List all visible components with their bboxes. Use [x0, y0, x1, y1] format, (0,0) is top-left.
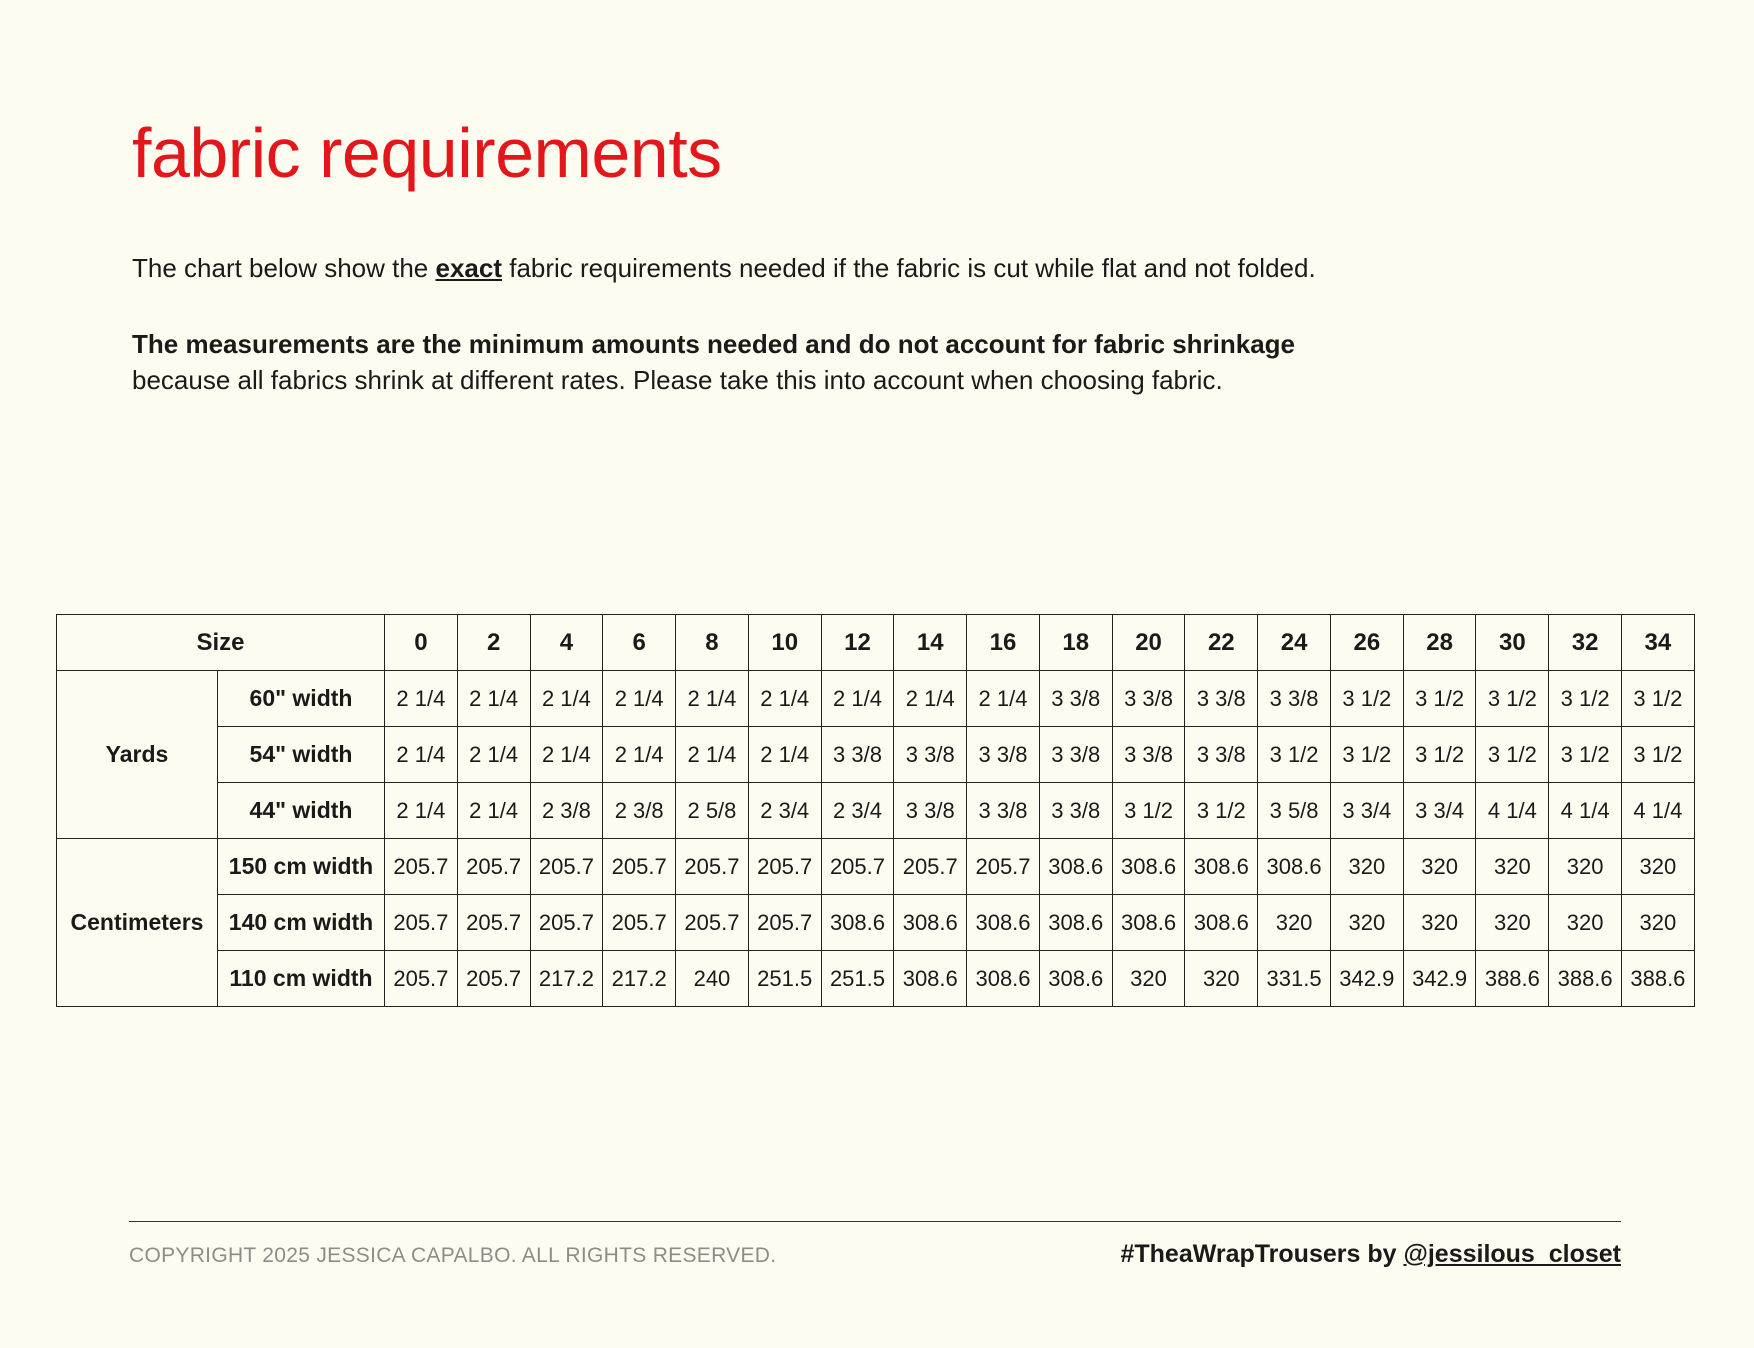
requirement-value-cell: 205.7: [385, 895, 458, 951]
requirement-value-cell: 320: [1403, 895, 1476, 951]
requirement-value-cell: 3 1/2: [1112, 783, 1185, 839]
footer-divider: [129, 1221, 1621, 1222]
size-header-cell: 8: [676, 615, 749, 671]
size-header-cell: 16: [967, 615, 1040, 671]
requirement-value-cell: 3 1/2: [1622, 727, 1695, 783]
requirement-value-cell: 320: [1622, 895, 1695, 951]
size-header-cell: 32: [1549, 615, 1622, 671]
size-header-cell: 24: [1258, 615, 1331, 671]
requirement-value-cell: 2 1/4: [603, 671, 676, 727]
requirement-value-cell: 240: [676, 951, 749, 1007]
requirement-value-cell: 3 3/4: [1330, 783, 1403, 839]
requirement-value-cell: 3 1/2: [1258, 727, 1331, 783]
intro-paragraph: [132, 252, 1316, 284]
requirement-value-cell: 3 3/8: [1039, 783, 1112, 839]
intro-text-before: The chart below show the: [132, 253, 436, 283]
requirement-value-cell: 205.7: [385, 951, 458, 1007]
table-row: [57, 727, 1695, 783]
size-header-cell: 4: [530, 615, 603, 671]
requirement-value-cell: 2 3/4: [821, 783, 894, 839]
requirement-value-cell: 2 1/4: [676, 671, 749, 727]
requirement-value-cell: 320: [1330, 895, 1403, 951]
requirement-value-cell: 2 1/4: [748, 727, 821, 783]
requirement-value-cell: 205.7: [676, 839, 749, 895]
requirement-value-cell: 308.6: [1258, 839, 1331, 895]
requirement-value-cell: 3 1/2: [1403, 727, 1476, 783]
requirement-value-cell: 3 3/8: [1039, 671, 1112, 727]
requirement-value-cell: 3 1/2: [1549, 671, 1622, 727]
requirement-value-cell: 205.7: [748, 839, 821, 895]
fabric-width-label: 140 cm width: [218, 895, 385, 951]
size-header-cell: 2: [457, 615, 530, 671]
fabric-requirements-table: [56, 614, 1695, 1007]
requirement-value-cell: 4 1/4: [1549, 783, 1622, 839]
page-title: fabric requirements: [132, 114, 722, 192]
requirement-value-cell: 205.7: [603, 895, 676, 951]
requirement-value-cell: 320: [1403, 839, 1476, 895]
requirement-value-cell: 3 3/8: [1039, 727, 1112, 783]
requirement-value-cell: 2 1/4: [967, 671, 1040, 727]
size-header-cell: 14: [894, 615, 967, 671]
requirement-value-cell: 205.7: [894, 839, 967, 895]
requirement-value-cell: 3 1/2: [1330, 671, 1403, 727]
table-row: [57, 839, 1695, 895]
instagram-handle-link[interactable]: @jessilous_closet: [1403, 1240, 1621, 1268]
requirement-value-cell: 3 3/8: [821, 727, 894, 783]
size-header-cell: 6: [603, 615, 676, 671]
requirement-value-cell: 308.6: [1112, 839, 1185, 895]
requirement-value-cell: 3 3/4: [1403, 783, 1476, 839]
requirement-value-cell: 205.7: [457, 951, 530, 1007]
requirement-value-cell: 205.7: [967, 839, 1040, 895]
requirement-value-cell: 308.6: [1039, 895, 1112, 951]
size-header-cell: 20: [1112, 615, 1185, 671]
requirement-value-cell: 2 1/4: [530, 671, 603, 727]
size-header-cell: 18: [1039, 615, 1112, 671]
intro-emphasis: exact: [435, 253, 502, 283]
fabric-width-label: 110 cm width: [218, 951, 385, 1007]
requirement-value-cell: 3 1/2: [1185, 783, 1258, 839]
fabric-width-label: 54" width: [218, 727, 385, 783]
requirement-value-cell: 331.5: [1258, 951, 1331, 1007]
size-header-cell: 26: [1330, 615, 1403, 671]
requirement-value-cell: 308.6: [894, 951, 967, 1007]
requirement-value-cell: 2 1/4: [676, 727, 749, 783]
shrinkage-note-regular: because all fabrics shrink at different rates. Please take this into account when choosing fabric.: [132, 365, 1223, 395]
requirement-value-cell: 2 1/4: [385, 783, 458, 839]
requirement-value-cell: 2 1/4: [530, 727, 603, 783]
table-row: [57, 951, 1695, 1007]
requirement-value-cell: 3 1/2: [1476, 727, 1549, 783]
size-header-cell: 12: [821, 615, 894, 671]
requirement-value-cell: 217.2: [530, 951, 603, 1007]
requirement-value-cell: 320: [1185, 951, 1258, 1007]
requirement-value-cell: 320: [1476, 839, 1549, 895]
requirement-value-cell: 320: [1258, 895, 1331, 951]
intro-text-after: fabric requirements needed if the fabric is cut while flat and not folded.: [502, 253, 1316, 283]
requirement-value-cell: 2 1/4: [821, 671, 894, 727]
unit-group-label: Centimeters: [57, 839, 218, 1007]
copyright-notice: COPYRIGHT 2025 JESSICA CAPALBO. ALL RIGHTS RESERVED.: [129, 1244, 777, 1267]
requirement-value-cell: 2 1/4: [457, 727, 530, 783]
requirement-value-cell: 2 3/8: [530, 783, 603, 839]
requirement-value-cell: 3 5/8: [1258, 783, 1331, 839]
table-row: [57, 783, 1695, 839]
size-header-cell: 34: [1622, 615, 1695, 671]
requirement-value-cell: 2 3/4: [748, 783, 821, 839]
requirement-value-cell: 3 3/8: [967, 783, 1040, 839]
requirement-value-cell: 308.6: [1039, 951, 1112, 1007]
size-header-row: [57, 615, 1695, 671]
requirement-value-cell: 217.2: [603, 951, 676, 1007]
requirement-value-cell: 3 3/8: [967, 727, 1040, 783]
table-row: [57, 671, 1695, 727]
requirement-value-cell: 320: [1112, 951, 1185, 1007]
requirement-value-cell: 2 1/4: [385, 671, 458, 727]
fabric-width-label: 60" width: [218, 671, 385, 727]
requirement-value-cell: 2 1/4: [603, 727, 676, 783]
requirement-value-cell: 320: [1476, 895, 1549, 951]
requirement-value-cell: 3 3/8: [1112, 727, 1185, 783]
requirement-value-cell: 308.6: [1112, 895, 1185, 951]
requirement-value-cell: 308.6: [1185, 895, 1258, 951]
requirement-value-cell: 2 1/4: [894, 671, 967, 727]
requirement-value-cell: 2 1/4: [457, 671, 530, 727]
requirement-value-cell: 3 3/8: [1185, 671, 1258, 727]
size-header-cell: 28: [1403, 615, 1476, 671]
requirement-value-cell: 2 1/4: [748, 671, 821, 727]
requirement-value-cell: 320: [1549, 839, 1622, 895]
shrinkage-note: [132, 326, 1295, 398]
requirement-value-cell: 205.7: [457, 839, 530, 895]
requirement-value-cell: 205.7: [748, 895, 821, 951]
requirement-value-cell: 342.9: [1330, 951, 1403, 1007]
requirement-value-cell: 205.7: [457, 895, 530, 951]
requirement-value-cell: 2 1/4: [457, 783, 530, 839]
size-header-cell: 22: [1185, 615, 1258, 671]
size-header-label: Size: [57, 615, 385, 671]
requirement-value-cell: 308.6: [967, 951, 1040, 1007]
requirement-value-cell: 205.7: [603, 839, 676, 895]
requirement-value-cell: 308.6: [821, 895, 894, 951]
requirement-value-cell: 388.6: [1549, 951, 1622, 1007]
size-header-cell: 0: [385, 615, 458, 671]
requirement-value-cell: 3 1/2: [1403, 671, 1476, 727]
size-header-cell: 30: [1476, 615, 1549, 671]
requirement-value-cell: 3 3/8: [894, 783, 967, 839]
requirement-value-cell: 2 5/8: [676, 783, 749, 839]
requirement-value-cell: 205.7: [530, 839, 603, 895]
requirement-value-cell: 320: [1330, 839, 1403, 895]
footer-hashtag: #TheaWrapTrousers by: [1120, 1240, 1404, 1268]
requirement-value-cell: 205.7: [676, 895, 749, 951]
size-header-cell: 10: [748, 615, 821, 671]
requirement-value-cell: 308.6: [1039, 839, 1112, 895]
footer-credit: [1120, 1240, 1621, 1269]
requirement-value-cell: 3 3/8: [1258, 671, 1331, 727]
requirement-value-cell: 3 1/2: [1330, 727, 1403, 783]
requirement-value-cell: 3 1/2: [1549, 727, 1622, 783]
requirement-value-cell: 3 3/8: [1112, 671, 1185, 727]
requirement-value-cell: 388.6: [1476, 951, 1549, 1007]
requirement-value-cell: 308.6: [1185, 839, 1258, 895]
requirement-value-cell: 205.7: [530, 895, 603, 951]
requirement-value-cell: 308.6: [894, 895, 967, 951]
requirement-value-cell: 4 1/4: [1622, 783, 1695, 839]
unit-group-label: Yards: [57, 671, 218, 839]
requirement-value-cell: 3 3/8: [894, 727, 967, 783]
requirement-value-cell: 205.7: [821, 839, 894, 895]
requirement-value-cell: 320: [1622, 839, 1695, 895]
fabric-width-label: 44" width: [218, 783, 385, 839]
requirement-value-cell: 388.6: [1622, 951, 1695, 1007]
requirement-value-cell: 320: [1549, 895, 1622, 951]
requirement-value-cell: 4 1/4: [1476, 783, 1549, 839]
requirement-value-cell: 251.5: [748, 951, 821, 1007]
table-row: [57, 895, 1695, 951]
requirement-value-cell: 3 3/8: [1185, 727, 1258, 783]
requirement-value-cell: 205.7: [385, 839, 458, 895]
requirement-value-cell: 2 1/4: [385, 727, 458, 783]
requirement-value-cell: 342.9: [1403, 951, 1476, 1007]
requirement-value-cell: 2 3/8: [603, 783, 676, 839]
requirement-value-cell: 3 1/2: [1622, 671, 1695, 727]
requirement-value-cell: 251.5: [821, 951, 894, 1007]
fabric-width-label: 150 cm width: [218, 839, 385, 895]
requirement-value-cell: 308.6: [967, 895, 1040, 951]
shrinkage-note-bold: The measurements are the minimum amounts needed and do not account for fabric shrinkage: [132, 329, 1296, 359]
requirement-value-cell: 3 1/2: [1476, 671, 1549, 727]
